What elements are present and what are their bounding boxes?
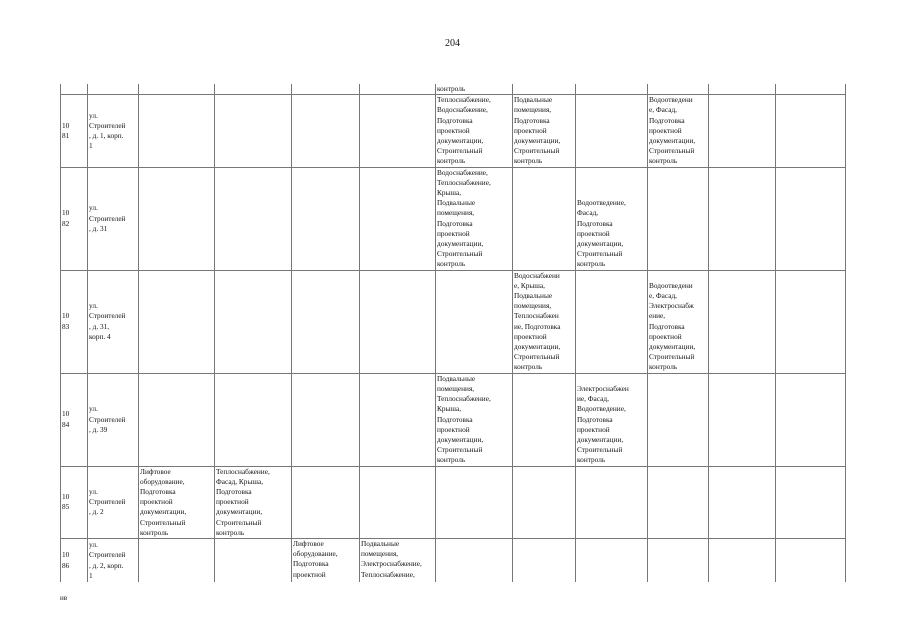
work-cell-c10	[648, 538, 709, 582]
address-text: ул. Строителей , д. 31, корп. 4	[89, 301, 126, 341]
table-row	[61, 167, 846, 270]
work-cell-c10	[648, 270, 709, 373]
work-cell-c9	[576, 538, 648, 582]
work-cell-c4	[215, 466, 292, 538]
work-cell-c9	[576, 373, 648, 466]
address-cell	[88, 167, 139, 270]
row-number: 10 83	[62, 311, 70, 331]
address-text: ул. Строителей , д. 1, корп. 1	[89, 110, 126, 151]
work-cell-c6	[360, 538, 436, 582]
work-cell-c3	[139, 95, 215, 167]
table-row	[61, 95, 846, 167]
work-cell-c8	[513, 466, 576, 538]
work-text: Водоотведение, Фасад, Подготовка проектной документации, Строительный контроль	[577, 198, 626, 269]
address-cell	[88, 95, 139, 167]
work-cell-c10	[648, 95, 709, 167]
work-cell-c12	[776, 538, 846, 582]
work-cell-c6	[360, 466, 436, 538]
row-number: 10 82	[62, 208, 70, 228]
address-text: ул. Строителей , д. 39	[89, 404, 126, 434]
row-number: 10 86	[62, 550, 70, 570]
work-cell-c8	[513, 373, 576, 466]
work-cell-c7	[436, 95, 513, 167]
work-cell-c7	[436, 167, 513, 270]
work-cell-c7	[436, 270, 513, 373]
table-row	[61, 538, 846, 582]
work-text: Водоснабжени е, Крыша, Подвальные помещения, Теплоснабжен ие, Подготовка проектной документации, Строительный контроль	[514, 270, 561, 372]
footer-mark: нв	[60, 594, 68, 602]
work-text: Подвальные помещения, Подготовка проектной документации, Строительный контроль	[514, 95, 561, 166]
row-number-cell	[61, 95, 88, 167]
work-text: Водоснабжение, Теплоснабжение, Крыша, Подвальные помещения, Подготовка проектной документации, Строительный контроль	[437, 167, 491, 269]
work-text: Подвальные помещения, Теплоснабжение, Крыша, Подготовка проектной документации, Строительный контроль	[437, 373, 491, 465]
work-cell-c11	[709, 95, 776, 167]
table-row	[61, 466, 846, 538]
work-cell-c9	[576, 167, 648, 270]
work-cell-c6	[360, 270, 436, 373]
work-cell-c4	[215, 270, 292, 373]
work-cell-c4	[215, 95, 292, 167]
row-number-cell	[61, 466, 88, 538]
work-cell-c3	[139, 538, 215, 582]
work-cell-c5	[292, 466, 360, 538]
continuation-row	[61, 84, 846, 95]
page-number: 204	[445, 38, 460, 49]
address-cell	[88, 538, 139, 582]
work-text: Теплоснабжение, Фасад, Крыша, Подготовка проектной документации, Строительный контроль	[216, 466, 270, 537]
row-number-cell	[61, 538, 88, 582]
work-cell-c5	[292, 95, 360, 167]
work-cell-c8	[513, 95, 576, 167]
work-cell-c5	[292, 270, 360, 373]
row-number-cell	[61, 270, 88, 373]
address-cell	[88, 466, 139, 538]
work-cell-c3	[139, 466, 215, 538]
capital-repair-schedule-table	[60, 84, 846, 582]
work-cell-c7	[436, 373, 513, 466]
work-cell-c7	[436, 466, 513, 538]
work-cell-c5	[292, 373, 360, 466]
work-cell-c12	[776, 466, 846, 538]
work-cell-c11	[709, 270, 776, 373]
work-cell-c3	[139, 167, 215, 270]
work-cell-c8	[513, 270, 576, 373]
work-cell-c3	[139, 373, 215, 466]
work-cell-c10	[648, 373, 709, 466]
address-text: ул. Строителей , д. 2	[89, 486, 126, 517]
work-cell-c8	[513, 167, 576, 270]
work-text: Лифтовое оборудование, Подготовка проектной	[293, 538, 338, 579]
work-cell-c12	[776, 95, 846, 167]
address-cell	[88, 270, 139, 373]
address-text: ул. Строителей , д. 2, корп. 1	[89, 540, 126, 580]
work-cell-c4	[215, 167, 292, 270]
work-cell-c8	[513, 538, 576, 582]
work-cell-c10	[648, 167, 709, 270]
row-number-cell	[61, 167, 88, 270]
address-cell	[88, 373, 139, 466]
work-text: Подвальные помещения, Электроснабжение, Теплоснабжение,	[361, 538, 422, 579]
work-cell-c11	[709, 466, 776, 538]
table-row	[61, 373, 846, 466]
work-cell-c5	[292, 167, 360, 270]
work-text: Теплоснабжение, Водоснабжение, Подготовка проектной документации, Строительный контроль	[437, 95, 491, 166]
row-number: 10 81	[62, 120, 70, 140]
work-cell-c12	[776, 373, 846, 466]
table-row	[61, 270, 846, 373]
work-cell-c7	[436, 538, 513, 582]
work-cell-c6	[360, 95, 436, 167]
work-cell-c9	[576, 95, 648, 167]
work-cell-c9	[576, 270, 648, 373]
work-cell-c10	[648, 466, 709, 538]
work-cell-c6	[360, 373, 436, 466]
work-cell-c3	[139, 270, 215, 373]
work-text: Водоотведени е, Фасад, Подготовка проектной документации, Строительный контроль	[649, 95, 696, 166]
work-cell-c4	[215, 538, 292, 582]
work-cell-c11	[709, 373, 776, 466]
address-text: ул. Строителей , д. 31	[89, 203, 126, 233]
work-cell-c4	[215, 373, 292, 466]
work-text: Водоотведени е, Фасад, Электроснабж ение, Подготовка проектной документации, Строительный контроль	[649, 280, 696, 372]
work-cell-c11	[709, 538, 776, 582]
row-number: 10 85	[62, 492, 70, 512]
work-text: Электроснабжен ие, Фасад, Водоотведение, Подготовка проектной документации, Строительный контроль	[577, 383, 629, 465]
work-cell-c12	[776, 167, 846, 270]
continuation-cell: контроль	[436, 84, 513, 95]
work-cell-c12	[776, 270, 846, 373]
work-text: Лифтовое оборудование, Подготовка проектной документации, Строительный контроль	[140, 466, 187, 537]
row-number: 10 84	[62, 409, 70, 429]
work-cell-c6	[360, 167, 436, 270]
row-number-cell	[61, 373, 88, 466]
work-cell-c5	[292, 538, 360, 582]
work-cell-c11	[709, 167, 776, 270]
work-cell-c9	[576, 466, 648, 538]
